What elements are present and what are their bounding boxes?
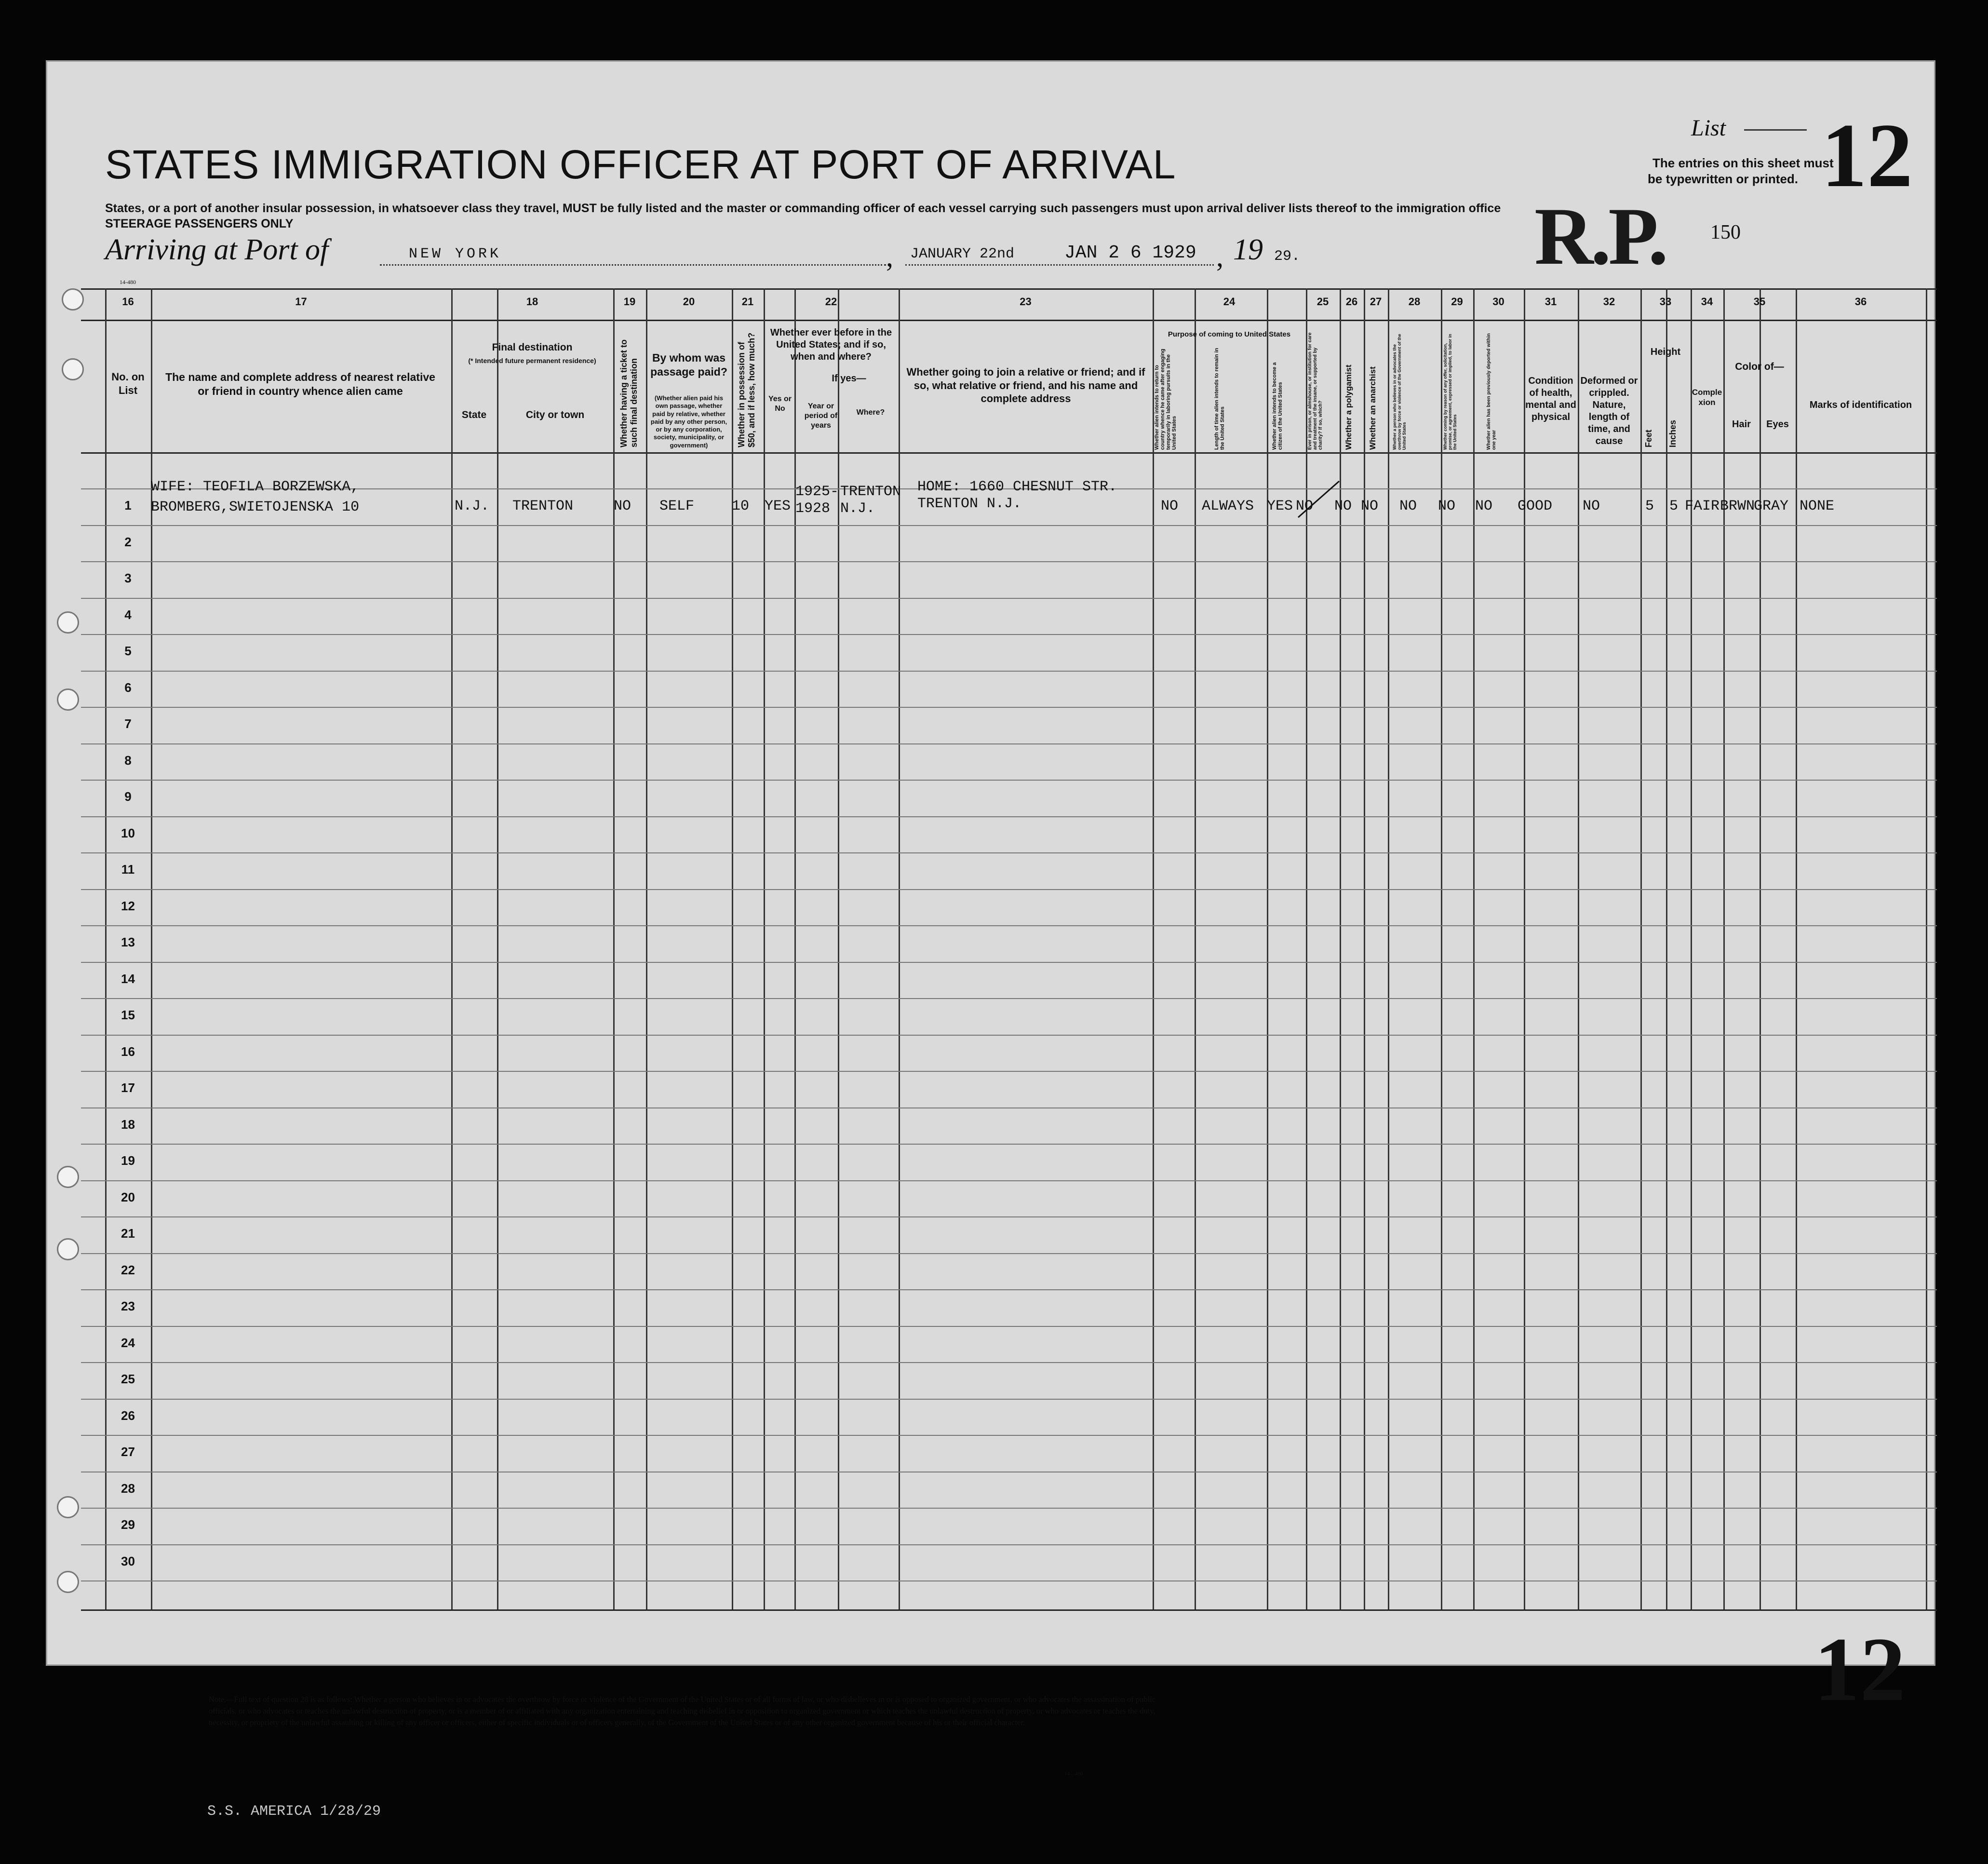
row-number: 7: [124, 716, 132, 731]
col-number: 30: [1492, 296, 1504, 308]
entry-length-stay: ALWAYS: [1202, 498, 1254, 514]
header-paid-by-note: (Whether alien paid his own passage, whether paid by relative, whether paid by any other person, or by any corporation, society, municipality, or government): [650, 394, 727, 449]
grid-row-rule: [81, 1508, 1937, 1509]
arriving-label: Arriving at Port of: [105, 233, 329, 266]
row-number: 15: [121, 1008, 135, 1022]
grid-row-rule: [81, 962, 1937, 963]
row-number: 6: [124, 680, 132, 695]
col-number: 16: [122, 296, 134, 308]
entry-eyes: GRAY: [1754, 498, 1789, 514]
entry-joining-line2: TRENTON N.J.: [917, 496, 1022, 512]
row-number: 16: [121, 1044, 135, 1059]
row-number: 14: [121, 971, 135, 986]
header-return: Whether alien intends to return to country whence he came after engaging temporarily in laboring pursuits in the United States: [1154, 349, 1177, 450]
grid-column-rule: [451, 288, 453, 1609]
header-where: Where?: [856, 408, 885, 417]
entry-prison: NO: [1296, 498, 1314, 514]
typewritten-note-2: be typewritten or printed.: [1648, 172, 1799, 186]
header-final-destination: Final destination: [492, 342, 573, 353]
header-subtitle: States, or a port of another insular possession, in whatsoever class they travel, MUST be fully listed and the master or commanding officer of each vessel carrying such passengers must upon arrival deliver lists thereof to the immigration office: [105, 202, 1501, 215]
grid-column-rule: [764, 288, 765, 1609]
entry-overthrow: NO: [1399, 498, 1417, 514]
entry-joining-line1: HOME: 1660 CHESNUT STR.: [917, 479, 1117, 495]
col-number: 19: [623, 296, 636, 308]
grid-column-rule: [1691, 288, 1692, 1609]
entry-hair: BRWN: [1720, 498, 1755, 514]
entry-inches: 5: [1669, 498, 1679, 514]
date-line: [905, 264, 1214, 266]
grid-column-rule: [1796, 288, 1797, 1609]
header-feet: Feet: [1644, 429, 1653, 447]
header-final-destination-note: (* Intended future permanent residence): [468, 357, 596, 365]
punch-hole: [57, 1238, 79, 1260]
header-height: Height: [1650, 347, 1681, 357]
entry-years-line2: 1928: [795, 500, 831, 517]
entry-return: NO: [1161, 498, 1179, 514]
grid-row-rule: [81, 561, 1937, 562]
grid-row-rule: [81, 816, 1937, 817]
grid-column-rule: [1441, 288, 1442, 1609]
header-year-period: Year or period of years: [804, 402, 838, 430]
col-number: 25: [1316, 296, 1329, 308]
grid-column-rule: [1640, 288, 1642, 1609]
col-number: 36: [1854, 296, 1867, 308]
col-number: 22: [825, 296, 837, 308]
header-anarchist: Whether an anarchist: [1368, 366, 1377, 450]
col-number: 33: [1659, 296, 1672, 308]
entry-where-line1: TRENTON: [840, 484, 901, 500]
header-polygamist: Whether a polygamist: [1344, 365, 1353, 450]
col-number: 35: [1753, 296, 1766, 308]
col-number: 34: [1701, 296, 1713, 308]
steerage-label: STEERAGE PASSENGERS ONLY: [105, 217, 294, 230]
list-label: List: [1691, 115, 1726, 141]
header-deformed: Deformed or crippled. Nature, length of time, and cause: [1580, 376, 1638, 446]
grid-row-rule: [81, 1180, 1937, 1181]
row-number: 23: [121, 1299, 135, 1313]
punch-hole: [62, 358, 84, 380]
row-number: 28: [121, 1481, 135, 1496]
row-number: 22: [121, 1262, 135, 1277]
punch-hole: [57, 611, 79, 634]
entry-anarchist: NO: [1361, 498, 1379, 514]
grid-column-rule: [1153, 288, 1154, 1609]
check-mark: [1296, 476, 1344, 520]
row-number: 24: [121, 1335, 135, 1350]
grid-row-rule: [81, 852, 1937, 853]
punch-hole: [57, 1166, 79, 1188]
header-citizen: Whether alien intends to become a citizen of the United States: [1272, 362, 1283, 450]
grid-column-rule: [1926, 288, 1927, 1609]
list-underline: [1744, 129, 1807, 131]
grid-row-rule: [81, 707, 1937, 708]
col-number: 21: [741, 296, 754, 308]
col-number: 20: [683, 296, 695, 308]
col-number: 32: [1603, 296, 1615, 308]
row-number: 9: [124, 789, 132, 804]
grid-row-rule: [81, 1580, 1937, 1581]
entry-complexion: FAIR: [1685, 498, 1720, 514]
row-number: 10: [121, 825, 135, 840]
grid-top-rule: [81, 288, 1937, 290]
header-joining-relative: Whether going to join a relative or friend; and if so, what relative or friend, and his name and complete address: [906, 366, 1145, 405]
page-number: 12: [1814, 1619, 1906, 1720]
punch-hole: [62, 288, 84, 311]
header-offer: Whether coming by reason of any offer, solicitation, promise, or agreement, expressed or implied, to labor in the United States: [1443, 334, 1457, 450]
entry-years-line1: 1925-: [795, 484, 839, 500]
header-no-on-list: No. on List: [111, 371, 145, 396]
rp-stamp: R.P.: [1534, 191, 1666, 282]
grid-column-rule: [613, 288, 615, 1609]
row-number: 4: [124, 607, 132, 622]
row-number: 18: [121, 1117, 135, 1132]
grid-column-rule: [1666, 288, 1667, 1609]
entry-money: 10: [732, 498, 750, 514]
entry-state: N.J.: [455, 498, 490, 514]
header-if-yes: If yes—: [832, 373, 866, 384]
entry-paid-by: SELF: [659, 498, 695, 514]
entry-deported: NO: [1475, 498, 1493, 514]
entry-feet: 5: [1645, 498, 1654, 514]
header-complexion: Complexion: [1692, 388, 1722, 407]
row-number: 3: [124, 571, 132, 585]
grid-column-rule: [1195, 288, 1196, 1609]
col-number: 29: [1451, 296, 1463, 308]
grid-row-rule: [81, 1435, 1937, 1436]
sheet-count: 150: [1710, 221, 1741, 243]
row-number: 2: [124, 534, 132, 549]
date-typed: JANUARY 22nd: [910, 246, 1015, 262]
entry-marks: NONE: [1800, 498, 1835, 514]
entry-relative-line2: BROMBERG,SWIETOJENSKA 10: [151, 499, 360, 515]
row-number: 26: [121, 1408, 135, 1423]
header-before-in-us: Whether ever before in the United States; and if so, when and where?: [770, 327, 892, 362]
header-eyes: Eyes: [1766, 419, 1789, 430]
col-number: 27: [1370, 296, 1382, 308]
col-number: 17: [295, 296, 307, 308]
form-code-top: 14-480: [120, 279, 136, 285]
grid-row-rule: [81, 1144, 1937, 1145]
grid-bottom-rule: [81, 1609, 1937, 1611]
entry-before-in-us: YES: [765, 498, 791, 514]
header-paid-by: By whom was passage paid?: [650, 351, 727, 378]
grid-row-rule: [81, 780, 1937, 781]
header-nearest-relative: The name and complete address of nearest relative or friend in country whence alien came: [165, 371, 435, 397]
list-number: 12: [1821, 105, 1913, 206]
grid-column-rule: [1578, 288, 1579, 1609]
entry-health: GOOD: [1518, 498, 1553, 514]
header-fifty-dollars: Whether in possession of $50, and if less, how much?: [737, 332, 756, 447]
grid-row-rule: [81, 998, 1937, 999]
row-number: 5: [124, 644, 132, 658]
grid-row-rule: [81, 1544, 1937, 1545]
port-value: NEW YORK: [409, 246, 502, 262]
col-number: 26: [1345, 296, 1358, 308]
col-number: 18: [526, 296, 538, 308]
grid-row-rule: [81, 525, 1937, 526]
grid-row-rule: [81, 671, 1937, 672]
col-number: 28: [1408, 296, 1421, 308]
grid-row-rule: [81, 1071, 1937, 1072]
header-inches: Inches: [1668, 419, 1678, 447]
entry-polygamist: NO: [1334, 498, 1352, 514]
grid-row-rule: [81, 1216, 1937, 1217]
punch-hole: [57, 1496, 79, 1518]
grid-row-rule: [81, 598, 1937, 599]
grid-column-rule: [497, 288, 498, 1609]
grid-row-rule: [81, 1289, 1937, 1290]
col-number: 31: [1545, 296, 1557, 308]
row-number: 29: [121, 1517, 135, 1532]
grid-column-rule: [1364, 288, 1365, 1609]
col-number: 24: [1223, 296, 1236, 308]
row-number: 12: [121, 898, 135, 913]
year-prefix: 19: [1233, 233, 1263, 266]
grid-row-rule: [81, 1253, 1937, 1254]
comma-1: ,: [886, 241, 893, 272]
entry-offer: NO: [1438, 498, 1456, 514]
punch-hole: [57, 1571, 79, 1593]
entry-relative-line1: WIFE: TEOFILA BORZEWSKA,: [151, 479, 360, 495]
grid-row-rule: [81, 1362, 1937, 1363]
grid-row-rule: [81, 925, 1937, 926]
grid-row-rule: [81, 1326, 1937, 1327]
row-number: 25: [121, 1372, 135, 1386]
grid-column-rule: [1723, 288, 1725, 1609]
grid-column-rule: [1524, 288, 1525, 1609]
grid-colnum-rule: [81, 320, 1937, 321]
page-title: STATES IMMIGRATION OFFICER AT PORT OF ARRIVAL: [105, 142, 1176, 187]
row-number: 1: [124, 498, 132, 513]
entry-deformed: NO: [1583, 498, 1600, 514]
date-stamp: JAN 2 6 1929: [1064, 243, 1196, 263]
header-yes-or-no: Yes or No: [768, 395, 792, 413]
row-number: 30: [121, 1553, 135, 1568]
row-number: 27: [121, 1445, 135, 1459]
header-health: Condition of health, mental and physical: [1525, 376, 1576, 422]
grid-column-rule: [1473, 288, 1475, 1609]
row-number: 11: [121, 862, 135, 877]
manifest-sheet: [46, 60, 1935, 1777]
grid-column-rule: [1760, 288, 1761, 1609]
row-number: 17: [121, 1081, 135, 1095]
entry-city: TRENTON: [512, 498, 574, 514]
col-number: 23: [1020, 296, 1032, 308]
header-deported: Whether alien has been previously deported within one year: [1486, 333, 1497, 450]
row-number: 21: [121, 1226, 135, 1241]
port-line: [380, 264, 886, 266]
header-overthrow: Whether a person who believes in or advocates the overthrow by force or violence of the Government of the United States: [1392, 334, 1407, 450]
year-suffix: 29.: [1274, 248, 1301, 265]
grid-row-rule: [81, 889, 1937, 890]
entry-ticket: NO: [614, 498, 631, 514]
grid-row-rule: [81, 743, 1937, 744]
header-purpose: Purpose of coming to United States: [1168, 330, 1291, 338]
entry-citizen: YES: [1267, 498, 1293, 514]
header-marks: Marks of identification: [1809, 400, 1912, 410]
footnote-question-28: Note.—Full text of question 28 is as follows: Whether a person who believes in or advocates the overthrow by force or violence of the Government of the United States or of all forms of law, or who disbelieves in or is opposed to organized government, or who advocates the assassination of public officials, or who advocates or teaches the unlawful destruction of property, or is a member of or affiliated with any organization entertaining and teaching disbelief in or opposition to organized government or which teaches the unlawful destruction of property, or who advocates or teaches the duty, necessity, or propriety of the unlawful assaulting or killing of any officer or officers, either of specific individuals or of officers generally, of the Government of the United States or of any other organized government because of his or their official character.: [209, 1695, 1156, 1727]
row-number: 13: [121, 935, 135, 949]
punch-hole: [57, 689, 79, 711]
grid-row-rule: [81, 634, 1937, 635]
grid-column-rule: [646, 288, 647, 1609]
comma-2: ,: [1216, 241, 1223, 272]
grid-header-rule: [81, 452, 1937, 454]
header-hair: Hair: [1732, 419, 1751, 430]
header-prison: Ever in prison, or almshouse, or institution for care and treatment of the insane, or supported by charity? If so, which?: [1307, 332, 1323, 450]
row-number: 20: [121, 1189, 135, 1204]
grid-row-rule: [81, 1399, 1937, 1400]
header-ticket: Whether having a ticket to such final destination: [619, 339, 639, 447]
typewritten-note-1: The entries on this sheet must: [1652, 156, 1834, 170]
row-number: 8: [124, 753, 132, 768]
grid-column-rule: [732, 288, 733, 1609]
header-length-stay: Length of time alien intends to remain in the United States: [1214, 348, 1225, 450]
entry-where-line2: N.J.: [840, 500, 875, 517]
header-city: City or town: [525, 409, 585, 420]
row-number: 19: [121, 1153, 135, 1168]
grid-column-rule: [1388, 288, 1389, 1609]
header-state: State: [461, 409, 487, 420]
grid-row-rule: [81, 1035, 1937, 1036]
form-code-bottom: 14—480: [1064, 1771, 1083, 1777]
header-color-of: Color of—: [1735, 361, 1784, 372]
grid-column-rule: [1267, 288, 1268, 1609]
margin-note: S.S. AMERICA 1/28/29: [207, 1803, 381, 1820]
